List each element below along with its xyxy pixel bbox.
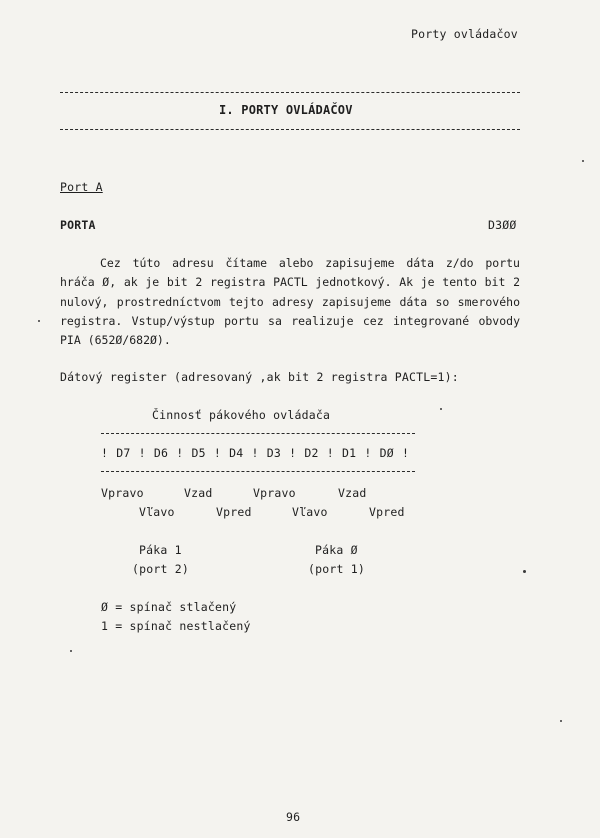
paper-speck [70,650,72,652]
legend-one: 1 = spínač nestlačený [101,619,251,633]
stick0-name: Páka Ø [315,543,358,557]
running-header: Porty ovládačov [411,27,518,41]
chapter-rule-top [60,92,520,93]
paper-speck [440,408,442,410]
diagram-rule-top [101,433,415,434]
page-number: 96 [286,810,301,824]
direction-right-0: Vpravo [253,486,296,500]
description-paragraph: Cez túto adresu čítame alebo zapisujeme dáta z/do portu hráča Ø, ak je bit 2 registra PACTL jednotkový. Ak je tento bit 2 nulový, prostredníctvom tejto adresy zapisujeme dáta so smerového registra. Vstup/výstup portu sa realizuje cez integrované obvody PIA (652Ø/682Ø). [60,256,520,348]
direction-forward-1: Vpred [216,505,252,519]
paper-speck [38,320,40,322]
diagram-title: Činnosť pákového ovládača [152,408,331,422]
direction-left-0: Vľavo [292,505,328,519]
paper-speck [560,720,562,722]
paper-speck [582,160,584,162]
direction-forward-0: Vpred [369,505,405,519]
data-register-note: Dátový register (adresovaný ,ak bit 2 registra PACTL=1): [60,370,459,384]
bits-row: ! D7 ! D6 ! D5 ! D4 ! D3 ! D2 ! D1 ! DØ ! [101,446,410,460]
stick1-port: (port 2) [132,562,189,576]
section-heading: Port A [60,180,103,194]
register-name: PORTA [60,218,96,232]
register-address: D3ØØ [488,218,517,232]
stick1-name: Páka 1 [139,543,182,557]
legend-zero: Ø = spínač stlačený [101,600,237,614]
direction-right-1: Vpravo [101,486,144,500]
direction-back-1: Vzad [184,486,213,500]
direction-back-0: Vzad [338,486,367,500]
paper-speck [523,570,526,573]
stick0-port: (port 1) [308,562,365,576]
diagram-rule-bottom [101,471,415,472]
chapter-rule-bottom [60,129,520,130]
direction-left-1: Vľavo [139,505,175,519]
chapter-title: I. PORTY OVLÁDAČOV [219,103,353,117]
